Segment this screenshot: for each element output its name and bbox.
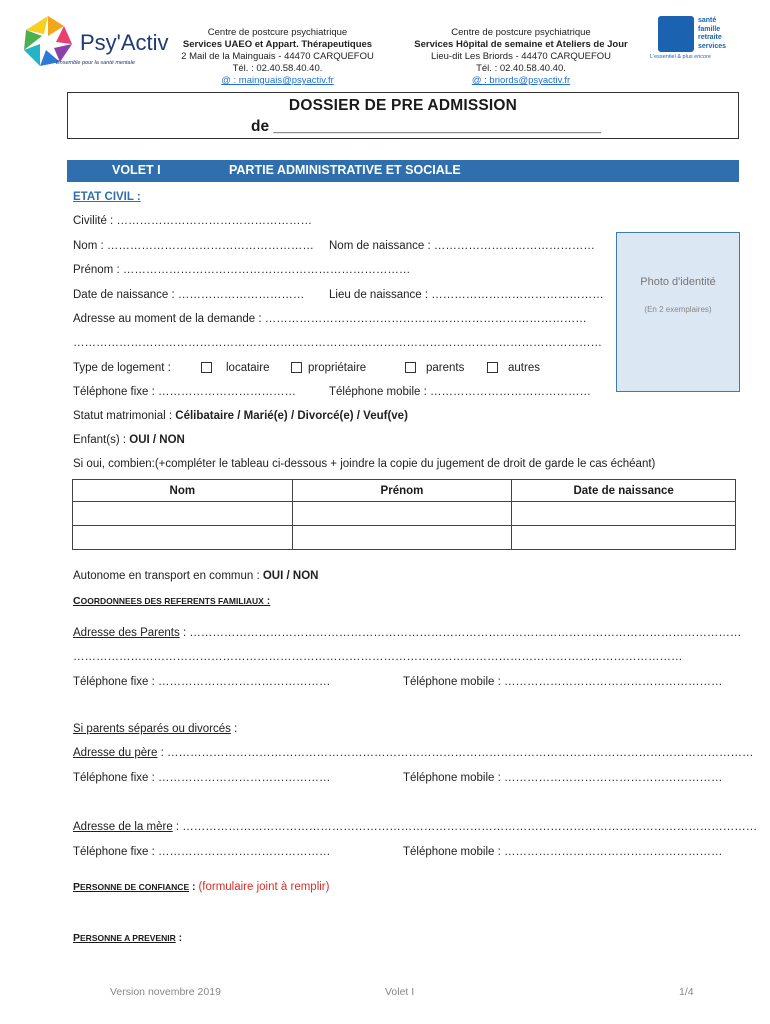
referents-heading-initial: C: [73, 595, 81, 607]
adresse-field-continued[interactable]: …………………………………………………………………………………………………………………………: [73, 337, 602, 349]
tel-fixe-field[interactable]: Téléphone fixe : ………………………………: [73, 386, 297, 398]
msa-word-3: retraite: [698, 34, 722, 41]
msa-word-2: famille: [698, 25, 721, 33]
checkbox-icon[interactable]: [405, 362, 416, 373]
separes-label-text: Si parents séparés ou divorcés: [73, 723, 231, 735]
psyactiv-logo: [20, 14, 180, 70]
enfants-label: Enfant(s) :: [73, 434, 130, 446]
header-left-address: [165, 27, 390, 87]
nom-naissance-field[interactable]: Nom de naissance : ……………………………………: [329, 240, 595, 252]
banner-title: PARTIE ADMINISTRATIVE ET SOCIALE: [229, 163, 461, 177]
logement-option-locataire[interactable]: [201, 362, 269, 374]
footer-volet: Volet I: [385, 986, 415, 998]
msa-word-4: services: [698, 42, 727, 50]
autonome-row[interactable]: [73, 570, 318, 582]
page-title: DOSSIER DE PRE ADMISSION: [288, 97, 518, 114]
header-right-line1: Centre de postcure psychiatrique: [451, 27, 591, 38]
prevenir-initial: P: [73, 932, 81, 944]
header-right-line4: Tél. : 02.40.58.40.40.: [476, 63, 566, 74]
header-right-line2: Services Hôpital de semaine et Ateliers de Jour: [414, 39, 628, 50]
parents-tel-mobile-field[interactable]: Téléphone mobile : …………………………………………………: [403, 676, 723, 688]
photo-box[interactable]: [616, 232, 740, 392]
footer-version: Version novembre 2019: [110, 986, 221, 998]
mere-tel-mobile-field[interactable]: Téléphone mobile : …………………………………………………: [403, 846, 723, 858]
adresse-mere-dots: : ……………………………………………………………………………………………………………………………………: [172, 821, 758, 833]
adresse-parents-label: Adresse des Parents: [73, 627, 180, 639]
msa-word-1: santé: [698, 17, 717, 24]
adresse-pere-label: Adresse du père: [73, 747, 158, 759]
table-row: [73, 502, 736, 526]
logement-locataire-label: locataire: [226, 362, 270, 374]
msa-tagline: L'essentiel & plus encore: [650, 54, 711, 60]
table-header-row: [73, 480, 736, 502]
title-box: [67, 92, 739, 139]
header-left-email-link[interactable]: @ : mainguais@psyactiv.fr: [221, 75, 334, 86]
table-header-prenom: Prénom: [292, 480, 512, 502]
si-oui-instructions: Si oui, combien:(+compléter le tableau ci-dessous + joindre la copie du jugement de droit de garde le cas échéant): [73, 458, 656, 470]
adresse-parents-field[interactable]: [73, 627, 741, 639]
psyactiv-logo-tagline: Ensemble pour la santé mentale: [56, 60, 135, 66]
logement-label: Type de logement :: [73, 362, 171, 374]
logement-parents-label: parents: [426, 362, 465, 374]
referents-heading-rest: OORDONNEES DES REFERENTS FAMILIAUX: [80, 596, 264, 606]
prenom-field[interactable]: Prénom : …………………………………………………………………: [73, 264, 411, 276]
logement-option-proprietaire[interactable]: [291, 362, 366, 374]
page-title-name-line: de ______________________________________: [251, 118, 601, 135]
statut-label: Statut matrimonial :: [73, 410, 176, 422]
enfants-table: [72, 479, 736, 550]
checkbox-icon[interactable]: [201, 362, 212, 373]
table-cell[interactable]: [292, 526, 512, 550]
table-cell[interactable]: [512, 526, 736, 550]
adresse-pere-dots: : ………………………………………………………………………………………………………………………………………: [157, 747, 754, 759]
logement-proprietaire-label: propriétaire: [308, 362, 367, 374]
msa-logo-words: [698, 17, 726, 51]
header-right-line3: Lieu-dit Les Briords - 44470 CARQUEFOU: [430, 51, 612, 62]
prevenir-rest: ERSONNE A PREVENIR: [80, 933, 176, 943]
msa-logo: [650, 16, 758, 66]
table-header-date: Date de naissance: [512, 480, 736, 502]
nom-field[interactable]: Nom : ………………………………………………: [73, 240, 314, 252]
logement-row: [73, 362, 171, 374]
table-cell[interactable]: [512, 502, 736, 526]
photo-title: Photo d'identité: [640, 276, 716, 288]
header-right-address: [405, 27, 637, 87]
autonome-options[interactable]: OUI / NON: [262, 570, 319, 582]
psyactiv-logo-text: Psy'Activ: [80, 30, 169, 55]
photo-subtitle: (En 2 exemplaires): [644, 305, 712, 314]
prevenir-colon: :: [175, 932, 183, 944]
referents-heading-colon: :: [263, 595, 271, 607]
personne-prevenir-heading: [73, 932, 182, 944]
mere-tel-fixe-field[interactable]: Téléphone fixe : ………………………………………: [73, 846, 331, 858]
personne-confiance-heading: [73, 881, 329, 893]
banner-volet: VOLET I: [112, 163, 161, 177]
tel-mobile-field[interactable]: Téléphone mobile : ……………………………………: [329, 386, 592, 398]
footer-page-number: 1/4: [679, 986, 694, 998]
section-banner: [67, 160, 739, 182]
confiance-rest: ERSONNE DE CONFIANCE: [80, 882, 190, 892]
logement-option-autres[interactable]: [487, 362, 540, 374]
msa-logo-icon: [658, 16, 694, 52]
header-right-email-link[interactable]: @ : briords@psyactiv.fr: [471, 75, 571, 86]
separes-label: [73, 723, 237, 735]
header-left-line3: 2 Mail de la Mainguais - 44470 CARQUEFOU: [181, 51, 374, 62]
separes-label-colon: :: [230, 723, 238, 735]
table-header-nom: Nom: [73, 480, 293, 502]
enfants-options[interactable]: OUI / NON: [129, 434, 185, 446]
header-left-line4: Tél. : 02.40.58.40.40.: [232, 63, 323, 74]
pere-tel-fixe-field[interactable]: Téléphone fixe : ………………………………………: [73, 772, 331, 784]
checkbox-icon[interactable]: [291, 362, 302, 373]
autonome-label: Autonome en transport en commun :: [73, 570, 263, 582]
adresse-field[interactable]: Adresse au moment de la demande : …………………………………………………………………………: [73, 313, 587, 325]
adresse-pere-field[interactable]: [73, 747, 753, 759]
header-left-line1: Centre de postcure psychiatrique: [207, 27, 348, 38]
adresse-mere-label: Adresse de la mère: [73, 821, 173, 833]
enfants-row[interactable]: [73, 434, 185, 446]
table-cell[interactable]: [73, 502, 293, 526]
parents-tel-fixe-field[interactable]: Téléphone fixe : ………………………………………: [73, 676, 331, 688]
statut-matrimonial[interactable]: [73, 410, 408, 422]
pere-tel-mobile-field[interactable]: Téléphone mobile : …………………………………………………: [403, 772, 723, 784]
table-row: [73, 526, 736, 550]
civilite-field[interactable]: Civilité : ……………………………………………: [73, 215, 312, 227]
confiance-initial: P: [73, 881, 81, 893]
header-left-line2: Services UAEO et Appart. Thérapeutiques: [182, 39, 373, 50]
adresse-mere-field[interactable]: [73, 821, 757, 833]
confiance-note: (formulaire joint à remplir): [198, 881, 330, 893]
table-cell[interactable]: [73, 526, 293, 550]
checkbox-icon[interactable]: [487, 362, 498, 373]
date-naissance-field[interactable]: Date de naissance : ……………………………: [73, 289, 305, 301]
adresse-parents-continued[interactable]: ……………………………………………………………………………………………………………………………………………: [73, 651, 683, 663]
referents-heading: [73, 595, 270, 607]
adresse-parents-dots: : ………………………………………………………………………………………………………………………………: [179, 627, 742, 639]
table-cell[interactable]: [292, 502, 512, 526]
confiance-colon: :: [189, 881, 199, 893]
etat-civil-heading: ETAT CIVIL :: [73, 191, 141, 203]
logement-autres-label: autres: [508, 362, 540, 374]
statut-options[interactable]: Célibataire / Marié(e) / Divorcé(e) / Veuf(ve): [175, 410, 408, 422]
lieu-naissance-field[interactable]: Lieu de naissance : ………………………………………: [329, 289, 604, 301]
logement-option-parents[interactable]: [405, 362, 464, 374]
